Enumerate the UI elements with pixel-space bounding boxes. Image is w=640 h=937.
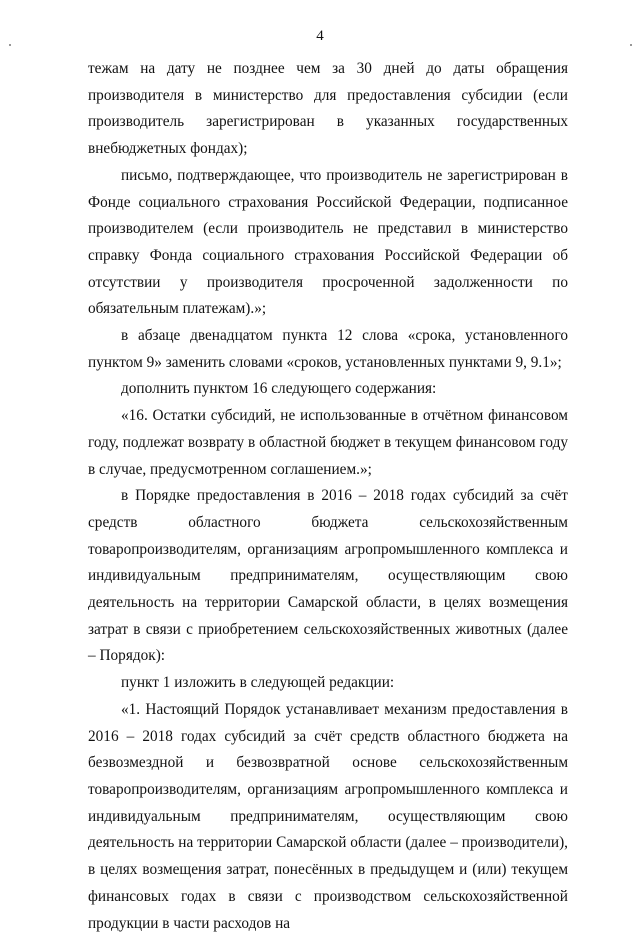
paragraph-supplement: дополнить пунктом 16 следующего содержания:	[121, 380, 437, 398]
paragraph-point-16: «16. Остатки субсидий, не использованные в отчётном финансовом году, подлежат возврату в областной бюджет в текущем финансовом году в случае, предусмотренном соглашением.»;	[88, 407, 568, 478]
paragraph-continuation: тежам на дату не позднее чем за 30 дней до даты обращения производителя в министерство для предоставления субсидии (если производитель зарегистрирован в указанных государственных внебюджетных фондах);	[88, 60, 568, 158]
document-body	[88, 56, 568, 937]
paragraph-procedure: в Порядке предоставления в 2016 – 2018 годах субсидий за счёт средств областного бюджета сельскохозяйственным товаропроизводителям, организациям агропромышленного комплекса и индивидуальным предпринимателям, осуществляющим свою деятельность на территории Самарской области, в целях возмещения затрат в связи с приобретением сельскохозяйственных животных (далее – Порядок):	[88, 487, 568, 665]
paragraph-amendment: в абзаце двенадцатом пункта 12 слова «срока, установленного пунктом 9» заменить словами «сроков, установленных пунктами 9, 9.1»;	[88, 327, 568, 371]
paragraph-letter: письмо, подтверждающее, что производитель не зарегистрирован в Фонде социального страхования Российской Федерации, подписанное производителем (если производитель не представил в министерство справку Фонда социального страхования Российской Федерации об отсутствии у производителя просроченной задолженности по обязательным платежам).»;	[88, 166, 568, 318]
paragraph-point-1-instruction: пункт 1 изложить в следующей редакции:	[121, 674, 395, 692]
page-number: 4	[316, 28, 324, 44]
paragraph-point-1-text: «1. Настоящий Порядок устанавливает механизм предоставления в 2016 – 2018 годах субсидий за счёт средств областного бюджета на безвозмездной и безвозвратной основе сельскохозяйственным товаропроизводителям, организациям агропромышленного комплекса и индивидуальным предпринимателям, осуществляющим свою деятельность на территории Самарской области (далее – производители), в целях возмещения затрат, понесённых в предыдущем и (или) текущем финансовых годах в связи с производством сельскохозяйственной продукции в части расходов на	[88, 700, 568, 932]
